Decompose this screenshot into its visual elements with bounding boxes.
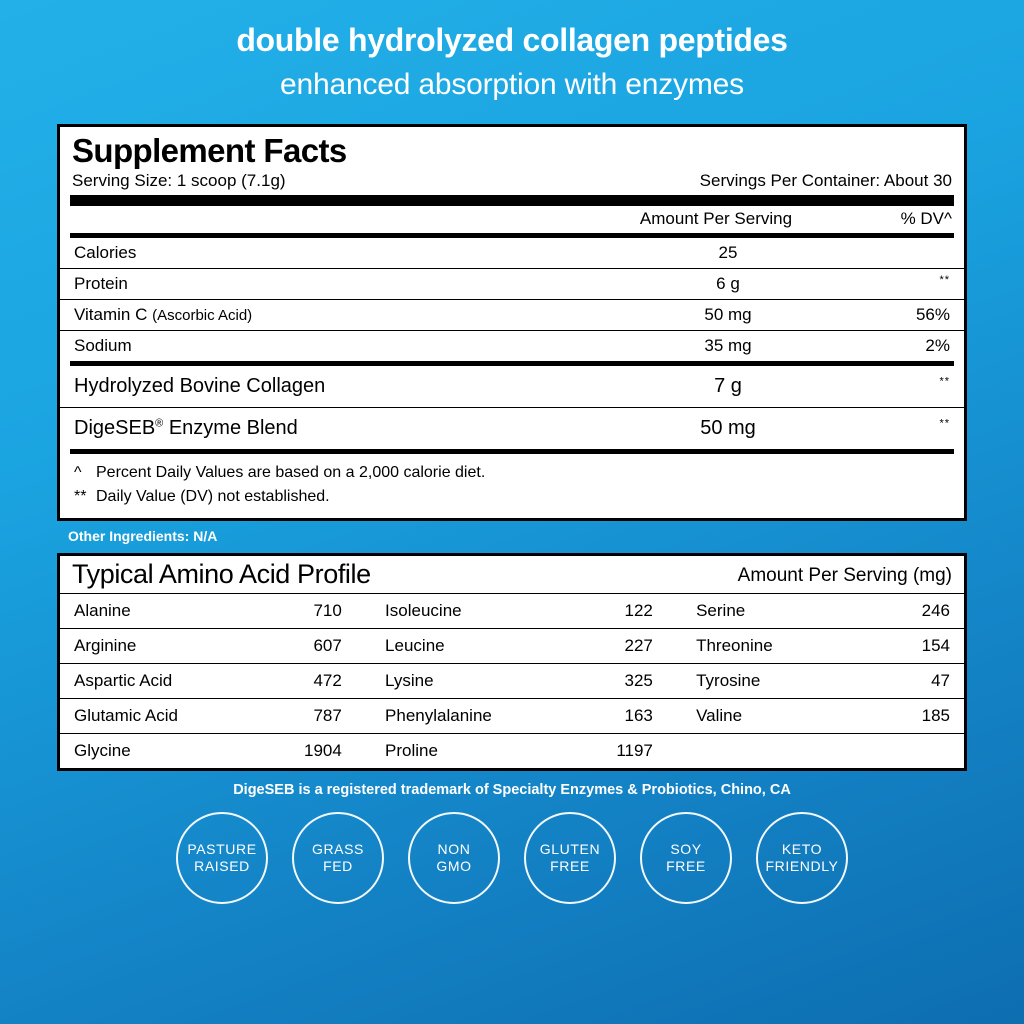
amino-value: 607 (243, 629, 342, 664)
table-row (60, 664, 964, 699)
column-headers-row (60, 206, 964, 233)
amino-value: 122 (554, 594, 653, 629)
header-spacer (72, 209, 566, 229)
column-gap (653, 664, 682, 699)
amount-per-serving-header: Amount Per Serving (639, 208, 793, 228)
table-row (60, 366, 964, 408)
nutrient-label: Protein (74, 274, 128, 294)
badge-gluten-free (524, 812, 616, 904)
nutrient-label: Calories (74, 242, 137, 262)
amino-name: Alanine (60, 594, 243, 629)
amino-name: Proline (371, 734, 554, 769)
table-row (60, 331, 964, 362)
table-row (60, 408, 964, 450)
nutrient-dv (878, 238, 964, 269)
supplement-facts-title: Supplement Facts (72, 131, 347, 169)
nutrient-amount: 6 g (578, 268, 878, 300)
footnotes (60, 454, 964, 518)
badge-line-1: KETO (781, 840, 823, 857)
nutrient-table (60, 238, 964, 362)
header-subtitle: enhanced absorption with enzymes (280, 67, 744, 101)
amino-value: 227 (554, 629, 653, 664)
dv-footnote-mark: ** (939, 273, 950, 286)
amino-name (682, 734, 865, 769)
ingredient-amount: 50 mg (578, 408, 878, 450)
ingredient-dv (878, 408, 964, 450)
amino-value: 325 (554, 664, 653, 699)
dv-footnote-mark: ** (939, 375, 950, 388)
amino-value: 472 (243, 664, 342, 699)
amino-name: Aspartic Acid (60, 664, 243, 699)
amino-name: Isoleucine (371, 594, 554, 629)
column-gap (653, 594, 682, 629)
amino-acid-panel (57, 553, 967, 771)
nutrient-amount: 35 mg (578, 331, 878, 362)
amino-name: Glycine (60, 734, 243, 769)
footnote-1-text: Percent Daily Values are based on a 2,000 calorie diet. (96, 464, 486, 482)
badge-non-gmo (408, 812, 500, 904)
badge-pasture-raised (176, 812, 268, 904)
footnote-1-mark: ^ (74, 464, 82, 482)
badge-line-1: NON (437, 840, 471, 857)
amino-value (865, 734, 964, 769)
ingredient-name (60, 408, 578, 450)
nutrient-label: Sodium (74, 336, 132, 356)
amino-name: Phenylalanine (371, 699, 554, 734)
ingredient-amount: 7 g (714, 375, 742, 398)
amino-name: Leucine (371, 629, 554, 664)
column-gap (342, 629, 371, 664)
ingredient-name (60, 366, 578, 408)
serving-size: Serving Size: 1 scoop (7.1g) (72, 170, 286, 190)
amino-name: Lysine (371, 664, 554, 699)
serving-info-row (60, 170, 964, 195)
badge-row (0, 812, 1024, 904)
amino-name: Serine (682, 594, 865, 629)
badge-line-1: PASTURE (187, 840, 257, 857)
column-gap (342, 699, 371, 734)
table-row (60, 268, 964, 300)
table-row (60, 300, 964, 331)
supplement-facts-panel (57, 124, 967, 522)
daily-value-header: % DV^ (900, 208, 952, 228)
table-row (60, 699, 964, 734)
amino-name: Tyrosine (682, 664, 865, 699)
amino-value: 787 (243, 699, 342, 734)
trademark-note: DigeSEB is a registered trademark of Specialty Enzymes & Probiotics, Chino, CA (233, 782, 791, 799)
badge-line-2: GMO (436, 858, 472, 875)
column-gap (653, 734, 682, 769)
ingredient-label: Hydrolyzed Bovine Collagen (74, 375, 326, 398)
badge-line-1: GLUTEN (539, 840, 601, 857)
nutrient-amount: 25 (718, 242, 738, 262)
badge-line-2: FREE (550, 858, 590, 875)
badge-line-2: FED (323, 858, 353, 875)
nutrient-name (60, 238, 578, 269)
column-gap (342, 734, 371, 769)
amino-name: Threonine (682, 629, 865, 664)
table-row (60, 629, 964, 664)
nutrient-name (60, 268, 578, 300)
badge-soy-free (640, 812, 732, 904)
ingredient-label: DigeSEB (74, 417, 156, 440)
amino-value: 47 (865, 664, 964, 699)
nutrient-amount: 50 mg (578, 300, 878, 331)
amino-name: Valine (682, 699, 865, 734)
amino-name: Glutamic Acid (60, 699, 243, 734)
footnote-1 (74, 461, 950, 485)
badge-grass-fed (292, 812, 384, 904)
product-header (0, 0, 1024, 103)
footnote-2-mark: ** (74, 488, 87, 506)
amino-value: 710 (243, 594, 342, 629)
badge-line-1: GRASS (311, 840, 364, 857)
amino-value: 246 (865, 594, 964, 629)
amino-value: 154 (865, 629, 964, 664)
badge-line-2: FREE (666, 858, 706, 875)
badge-line-1: SOY (670, 840, 702, 857)
nutrient-note: (Ascorbic Acid) (152, 307, 253, 325)
nutrient-name (60, 331, 578, 362)
column-gap (653, 629, 682, 664)
nutrient-dv (878, 268, 964, 300)
dv-footnote-mark: ** (939, 417, 950, 430)
ingredient-dv (878, 366, 964, 408)
other-ingredients: Other Ingredients: N/A (68, 528, 218, 545)
badge-line-2: FRIENDLY (765, 858, 839, 875)
servings-per-container: Servings Per Container: About 30 (699, 170, 952, 190)
ingredient-label-tail: Enzyme Blend (163, 417, 298, 440)
table-row (60, 594, 964, 629)
amino-name: Arginine (60, 629, 243, 664)
amino-value: 1197 (554, 734, 653, 769)
footnote-2-text: Daily Value (DV) not established. (96, 488, 330, 506)
amino-table (60, 593, 964, 768)
column-gap (342, 664, 371, 699)
divider-thick (70, 195, 954, 206)
blend-table (60, 366, 964, 449)
nutrient-name (60, 300, 578, 331)
amino-value: 185 (865, 699, 964, 734)
amino-value: 1904 (243, 734, 342, 769)
footnote-2 (74, 485, 950, 509)
nutrient-dv: 2% (878, 331, 964, 362)
table-row (60, 734, 964, 769)
registered-mark: ® (155, 417, 164, 430)
column-gap (653, 699, 682, 734)
badge-keto-friendly (756, 812, 848, 904)
amino-header (60, 556, 964, 593)
badge-line-2: RAISED (194, 858, 250, 875)
header-title: double hydrolyzed collagen peptides (236, 22, 788, 58)
nutrient-dv: 56% (878, 300, 964, 331)
amino-value: 163 (554, 699, 653, 734)
column-gap (342, 594, 371, 629)
table-row (60, 238, 964, 269)
amino-title: Typical Amino Acid Profile (72, 559, 371, 590)
nutrient-label: Vitamin C (74, 305, 148, 325)
amino-subtitle: Amount Per Serving (mg) (737, 565, 952, 587)
